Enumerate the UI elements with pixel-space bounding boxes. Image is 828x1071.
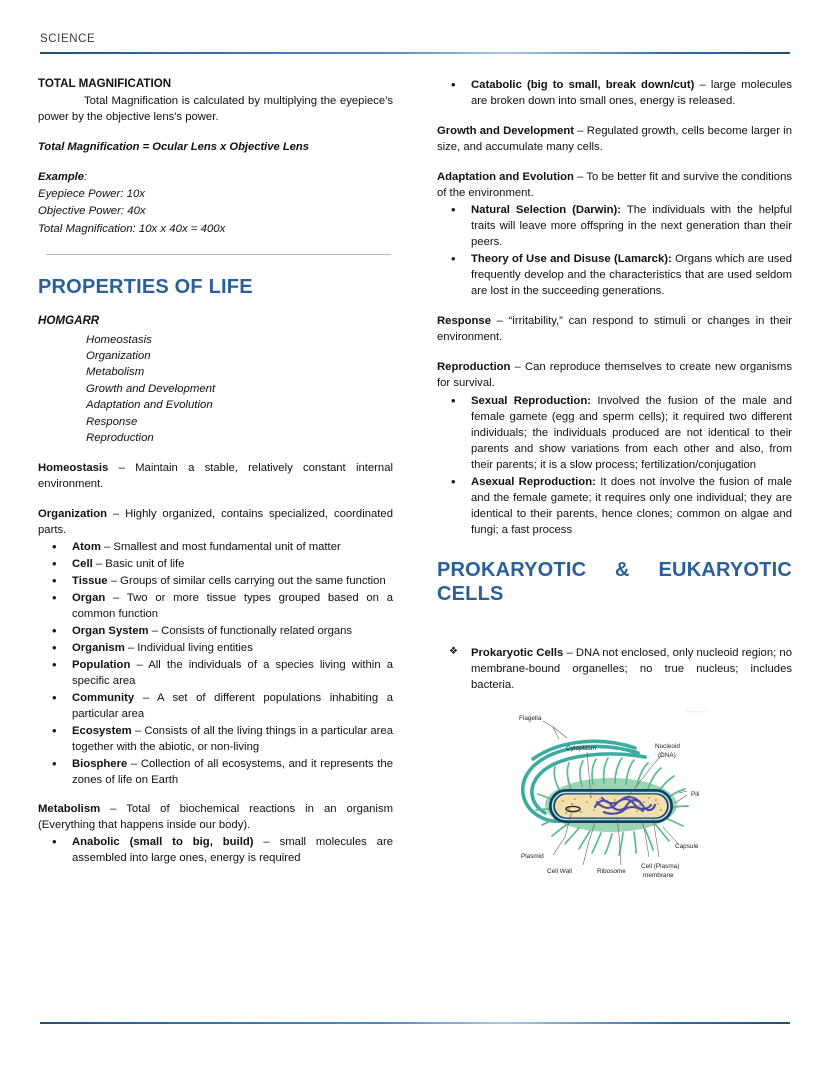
bacteria-cell-diagram xyxy=(503,705,713,885)
list-item-term: Atom xyxy=(72,540,101,553)
label-ribosome: Ribosome xyxy=(597,868,626,876)
metabolism-text: – Total of biochemical reactions in an organism (Everything that happens inside our body). xyxy=(38,803,393,832)
list-item xyxy=(38,640,393,656)
homeostasis-text: – Maintain a stable, relatively constant internal environment. xyxy=(38,462,393,491)
list-item-term: Natural Selection (Darwin): xyxy=(471,204,622,217)
reproduction-paragraph xyxy=(437,359,792,391)
label-capsule: Capsule xyxy=(675,843,699,851)
list-item-text: – Basic unit of life xyxy=(92,557,185,570)
list-item-term: Anabolic (small to big, build) xyxy=(72,836,254,849)
label-nucleoid: Nucleoid xyxy=(655,743,680,751)
growth-development-paragraph xyxy=(437,123,792,155)
label-plasmid: Plasmid xyxy=(521,853,544,861)
section-title-prokaryotic-eukaryotic-cells: PROKARYOTIC & EUKARYOTIC CELLS xyxy=(437,558,792,606)
list-item-text: – Consists of functionally related organs xyxy=(148,624,353,637)
list-item-term: Sexual Reproduction: xyxy=(471,394,591,407)
example-label-line xyxy=(38,169,393,186)
list-item-term: Community xyxy=(72,691,135,704)
list-item-term: Catabolic (big to small, break down/cut) xyxy=(471,79,695,91)
homeostasis-term: Homeostasis xyxy=(38,462,109,475)
reproduction-term: Reproduction xyxy=(437,361,511,374)
example-line-total: Total Magnification: 10x x 40x = 400x xyxy=(38,222,226,235)
list-item-term: Ecosystem xyxy=(72,724,132,737)
list-item-text: – A set of different populations inhabiting a particular area xyxy=(72,691,393,720)
label-flagella: Flagella xyxy=(519,715,542,723)
right-column xyxy=(437,76,792,885)
response-term: Response xyxy=(437,315,491,328)
list-item xyxy=(437,645,792,693)
list-item xyxy=(38,556,393,572)
section-title-properties-of-life: PROPERTIES OF LIFE xyxy=(38,275,253,298)
list-item-text: – DNA not enclosed, only nucleoid region; no membrane-bound organelles; no true nucleus; includes bacteria. xyxy=(471,646,792,692)
response-paragraph xyxy=(437,313,792,345)
adaptation-evolution-list xyxy=(437,202,792,299)
organization-paragraph xyxy=(38,506,393,538)
left-column xyxy=(38,76,393,866)
list-item-text: – small molecules are assembled into large ones, energy is required xyxy=(72,836,393,865)
metabolism-paragraph xyxy=(38,801,393,833)
total-magnification-body: Total Magnification is calculated by multiplying the eyepiece's power by the objective lens's power. xyxy=(38,95,393,124)
label-nucleoid-dna: (DNA) xyxy=(658,752,676,760)
homgarr-acronym: HOMGARR xyxy=(38,314,100,328)
growth-development-term: Growth and Development xyxy=(437,125,575,138)
list-item-term: Population xyxy=(72,658,131,671)
list-item-term: Organ System xyxy=(72,624,149,637)
organization-term: Organization xyxy=(38,507,108,520)
list-item-text: – Smallest and most fundamental unit of matter xyxy=(100,540,341,553)
list-item-term: Organ xyxy=(72,591,106,604)
list-item-text: – large molecules are broken down into small ones, energy is released. xyxy=(471,79,792,108)
label-pili: Pili xyxy=(691,791,700,799)
section-divider xyxy=(46,254,391,255)
reproduction-list xyxy=(437,393,792,538)
label-cell-wall: Cell Wall xyxy=(547,868,572,876)
list-item-term: Cell xyxy=(72,557,93,570)
list-item xyxy=(437,77,792,109)
list-item xyxy=(38,657,393,689)
diagram-watermark: ▪———— xyxy=(686,709,707,715)
example-label: Example xyxy=(38,171,85,184)
list-item xyxy=(437,251,792,299)
example-line-eyepiece: Eyepiece Power: 10x xyxy=(38,188,146,201)
list-item: Reproduction xyxy=(86,432,154,445)
list-item xyxy=(38,539,393,555)
adaptation-evolution-paragraph xyxy=(437,169,792,201)
list-item-text: Involved the fusion of the male and female gamete (egg and sperm cells); it required two different individuals; the individuals produced are not identical to their parents and show variations from each other and also, from their parents; it is a slow process; fertilization/conjugation xyxy=(471,394,792,471)
list-item xyxy=(38,690,393,722)
list-item xyxy=(38,590,393,622)
list-item-text: – Collection of all ecosystems, and it represents the zones of life on Earth xyxy=(72,757,393,787)
response-text: – “irritability,” can respond to stimuli or changes in their environment. xyxy=(437,315,792,344)
reproduction-text: – Can reproduce themselves to create new organisms for survival. xyxy=(437,361,792,390)
list-item xyxy=(437,393,792,473)
list-item-text: – All the individuals of a species living within a specific area xyxy=(72,658,393,687)
header-title: SCIENCE xyxy=(40,33,96,45)
list-item: Homeostasis xyxy=(86,333,152,346)
list-item: Adaptation and Evolution xyxy=(86,399,213,412)
list-item: Response xyxy=(86,415,138,428)
bacteria-cell-illustration xyxy=(503,705,713,885)
list-item-text: – Consists of all the living things in a particular area together with the abiotic, or non-living xyxy=(72,724,393,753)
list-item xyxy=(38,756,393,788)
header-rule xyxy=(40,52,790,54)
list-item: Organization xyxy=(86,349,151,362)
total-magnification-heading: TOTAL MAGNIFICATION xyxy=(38,77,172,90)
list-item-term: Theory of Use and Disuse (Lamarck): xyxy=(471,253,672,266)
list-item-text: It does not involve the fusion of male and the female gamete; it requires only one individual; they are identical to their parents, hence clones; common on algae and fungi; a fast process xyxy=(471,475,792,536)
example-colon: : xyxy=(84,171,88,184)
list-item-term: Organism xyxy=(72,641,125,654)
list-item xyxy=(38,573,393,589)
catabolic-list xyxy=(437,77,792,109)
label-plasma-membrane-sub: membrane xyxy=(643,872,674,880)
adaptation-evolution-term: Adaptation and Evolution xyxy=(437,171,574,184)
list-item: Growth and Development xyxy=(86,382,216,395)
total-magnification-block xyxy=(38,76,393,126)
list-item-text: – Individual living entities xyxy=(124,641,253,654)
list-item-term: Biosphere xyxy=(72,757,128,770)
list-item-text: – Two or more tissue types grouped based on a common function xyxy=(72,591,393,620)
label-cytoplasm: Cytoplasm xyxy=(566,745,597,753)
list-item xyxy=(38,834,393,866)
label-plasma-membrane: Cell (Plasma) xyxy=(641,863,680,871)
homgarr-list xyxy=(86,332,393,447)
list-item-text: – Groups of similar cells carrying out the same function xyxy=(107,574,386,587)
list-item: Metabolism xyxy=(86,366,145,379)
list-item-term: Tissue xyxy=(72,574,108,587)
footer-rule xyxy=(40,1022,790,1024)
magnification-formula xyxy=(38,140,393,156)
prokaryotic-cells-list xyxy=(437,645,792,693)
magnification-formula-text: Total Magnification = Ocular Lens x Objective Lens xyxy=(38,140,309,153)
magnification-example xyxy=(38,169,393,237)
metabolism-term: Metabolism xyxy=(38,803,101,816)
list-item xyxy=(437,474,792,538)
anabolic-list xyxy=(38,834,393,866)
list-item xyxy=(437,202,792,250)
list-item-text: Organs which are used frequently develop and the characteristics that are used seldom are lost in the succeeding generations. xyxy=(471,253,792,298)
organization-text: – Highly organized, contains specialized, coordinated parts. xyxy=(38,507,393,536)
list-item-term: Prokaryotic Cells xyxy=(471,646,564,659)
homeostasis-paragraph xyxy=(38,460,393,492)
example-line-objective: Objective Power: 40x xyxy=(38,205,146,218)
organization-list xyxy=(38,539,393,788)
adaptation-evolution-text: – To be better fit and survive the conditions of the environment. xyxy=(437,171,793,200)
list-item-term: Asexual Reproduction: xyxy=(471,475,596,488)
list-item-text: The individuals with the helpful traits will leave more offspring in the next generation than their peers. xyxy=(471,204,792,249)
list-item xyxy=(38,723,393,755)
list-item xyxy=(38,623,393,639)
growth-development-text: – Regulated growth, cells become larger in size, and accumulate many cells. xyxy=(437,125,792,154)
